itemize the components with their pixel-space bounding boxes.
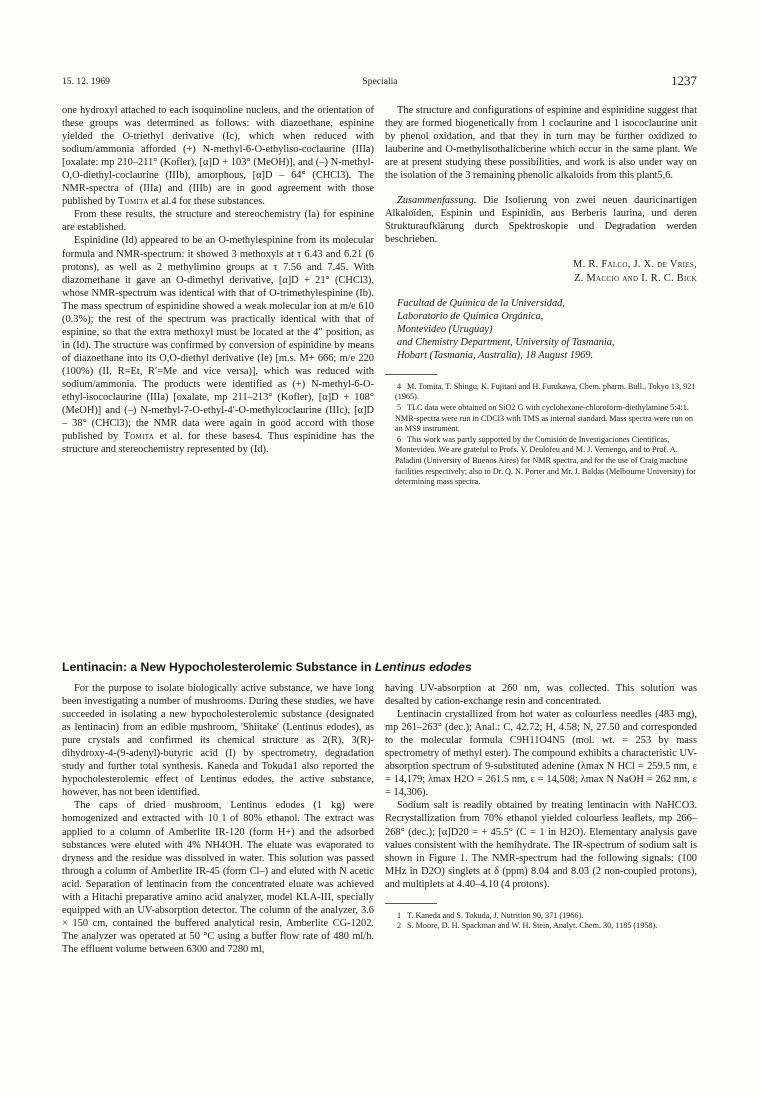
author-name: Tomita [118, 196, 149, 208]
footnote: 5 TLC data were obtained on SiO2 G with cyclohexane-chloroform-diethylamine 5:4:1. NMR-spectra were run in CDCl3 with TMS as internal standard. Mass spectra were run on an MS9 instrument. [395, 402, 693, 434]
column-top-left [62, 104, 374, 456]
paragraph: The structure and configurations of espinine and espinidine suggest that they are formed biogenetically from 1 coclaurine and 1 isococlaurine unit by phenol oxidation, and that they in turn may be further oxidized to lauberine and O-methylisothalicberine which occur in the same plant. We are at present studying these possibilities, and work is also under way on the isolation of the 3 remaining phenolic alkaloids from this plant5,6. [385, 105, 697, 182]
header-journal: Specialia [362, 76, 398, 87]
column-bottom-right [385, 682, 697, 932]
zusammenfassung: Zusammenfassung. Die Isolierung von zwei neuen dauricinartigen Alkaloïden, Espinin und Espinidin, aus Berberis laurina, und deren Strukturaufklärung durch Spektroskopie und Degradation werden beschrieben. [385, 195, 697, 246]
header-date: 15. 12. 1969 [62, 76, 110, 87]
footnotes [385, 911, 697, 932]
footnote-separator [385, 903, 437, 904]
affiliation-line: Montevideo (Uruguay) [397, 323, 493, 335]
header-page-number: 1237 [671, 73, 697, 88]
paragraph: Lentinacin crystallized from hot water as colourless needles (483 mg), mp 261–263° (dec.); Anal.: C, 42.72; H, 4.58; N, 27.50 and corresponded to the molecular formula C9H11O4N5 (mol. wt. = 253 by mass spectrometry of methyl ester). The compound exhibits a characteristic UV-absorption spectrum of 9-substituted adenine (λmax N HCl = 259.5 nm, ε = 14,179; λmax H2O = 261.5 nm, ε = 14,508; λmax N NaOH = 262 nm, ε = 14,306). [385, 709, 697, 799]
footnotes [385, 382, 697, 488]
column-top-right [385, 104, 697, 488]
affiliation-line: and Chemistry Department, University of Tasmania, [397, 336, 615, 348]
paragraph: From these results, the structure and stereochemistry (Ia) for espinine are established. [62, 209, 374, 234]
column-bottom-left [62, 682, 374, 956]
footnote: 2 S. Moore, D. H. Spackman and W. H. Stein, Analyt. Chem. 30, 1185 (1958). [397, 921, 658, 931]
authors-line-1: M. R. Falco, J. X. de Vries, [573, 259, 697, 271]
footnote: 6 This work was partly supported by the Comisión de Investigaciones Cientificas, Montevideo. We are grateful to Profs. V. Deulofeu and M. J. Vernengo, and to Prof. A. Paladini (University of Buenos Aires) for NMR spectra, and for the use of Craig machine facilities respectively; also to Dr. Q. N. Porter and Mr. J. Baldas (Melbourne University) for determining mass spectra. [395, 434, 696, 487]
affiliation-line: Facultad de Química de la Universidad, [397, 297, 565, 309]
authors-line-2: Z. Maccio and I. R. C. Bick [574, 272, 697, 284]
paragraph: The caps of dried mushroom, Lentinus edodes (1 kg) were homogenized and extracted with 10 l of 80% ethanol. The extract was applied to a column of Amberlite IR-120 (form H+) and the adsorbed substances were eluted with 4% NH4OH. The eluate was evaporated to dryness and the residue was dissolved in water. This solution was passed through a column of Amberlite IR-45 (form Cl–) and eluted with N acetic acid. Separation of lentinacin from the concentrated eluate was achieved with a Hitachi preparative amino acid analyzer, model KLA-III, specially equipped with an UV-absorption detector. The column of the analyzer, 3.6 × 150 cm, contained the buffered analytical resin, Amberlite CG-1202. The analyzer was operated at 50 °C using a buffer flow rate of 480 ml/h. The effluent volume between 6300 and 7280 ml, [62, 800, 374, 955]
affiliation-line: Hobart (Tasmania, Australia), 18 August 1969. [397, 349, 594, 361]
paragraph: Sodium salt is readily obtained by treating lentinacin with NaHCO3. Recrystallization from 70% ethanol yielded colourless leaflets, mp 266–268° (dec.); [α]D20 = + 45.5° (C = 1 in H2O). Elementary analysis gave values consistent with the hemihydrate. The IR-spectrum of sodium salt is shown in Figure 1. The NMR-spectrum had the following signals: (100 MHz in D2O) singlets at δ (ppm) 8.04 and 8.03 (2 non-coupled protons), and multiplets at 4.40–4.10 (4 protons). [385, 800, 697, 890]
article-title: Lentinacin: a New Hypocholesterolemic Substance in Lentinus edodes [62, 660, 472, 674]
paragraph: having UV-absorption at 260 nm, was collected. This solution was desalted by cation-exchange resin and concentrated. [385, 683, 697, 708]
paragraph: one hydroxyl attached to each isoquinoline nucleus, and the orientation of these groups was determined as follows: with diazoethane, espinine yielded the O-triethyl derivative (Ic), which when reduced with sodium/ammonia afforded (+) N-methyl-6-O-ethyliso-coclaurine (IIIa) [oxalate: mp 210–211° (Kofler), [α]D + 103° (MeOH)], and (–) N-methyl-O,O-diethyl-coclaurine (IIIb), amorphous, [α]D – 64° (CHCl3). The NMR-spectra of (IIIa) and (IIIb) are in good agreement with those published by Tomita et al.4 for these substances. [62, 105, 374, 208]
affiliation-line: Laboratorio de Química Orgánica, [397, 310, 544, 322]
paragraph: For the purpose to isolate biologically active substance, we have long been investigating a number of mushrooms. During these studies, we have succeeded in isolating a new hypocholesterolemic substance (designated as lentinacin) from an edible mushroom, 'Shiitake' (Lentinus edodes), as pure crystals and confirmed its chemical structure as 2(R), 3(R)-dihydroxy-4-(9-adenyl)-butyric acid (I) by spectrometry, degradation study and further total synthesis. Kaneda and Tokuda1 also reported the hypocholesterolemic effect of Lentinus edodes, the active substance, however, has not been identified. [62, 683, 374, 799]
footnote: 4 M. Tomita, T. Shingu, K. Fujitani and H. Furukawa, Chem. pharm. Bull., Tokyo 13, 921 (1965). [395, 381, 696, 402]
footnote-separator [385, 374, 437, 375]
footnote: 1 T. Kaneda and S. Tokuda, J. Nutrition 90, 371 (1966). [397, 910, 584, 920]
zusammenfassung-label: Zusammenfassung. [397, 195, 477, 207]
author-name: Tomita [123, 431, 155, 443]
paragraph: Espinidine (Id) appeared to be an O-methylespinine from its molecular formula and NMR-spectrum: it showed 3 methoxyls at τ 6.43 and 6.21 (6 protons), as well as 2 methylimino groups at τ 7.56 and 7.45. With diazomethane it gave an O-dimethyl derivative, [α]D + 21° (CHCl3), whose NMR-spectrum was identical with that of O-trimethylespinine (Ib). The mass spectrum of espinidine showed a weak molecular ion at m/e 610 (0.3%); the rest of the spectrum was practically identical with that of espinine, so that the extra methoxyl must be located at the 4″ position, as in (Id). The structure was confirmed by conversion of espinidine by means of diazoethane into its O,O-diethyl derivative (Ie) [m.s. M+ 666; m/e 220 (100%) (II, R=Et, R′=Me and vice versa)], which was reduced with sodium/ammonia. The products were identified as (+) N-methyl-6-O-ethyl-isococlaurine (IIIa) [oxalate, mp 211–213° (Kofler), [α]D + 108° (MeOH)] and (–) N-methyl-7-O-ethyl-4′-O-methylcoclaurine (IIIc), [α]D – 38° (CHCl3); the NMR data were again in good accord with those published by Tomita et al. for these bases4. Thus espinidine has the structure and stereochemistry represented by (Id). [62, 235, 374, 456]
